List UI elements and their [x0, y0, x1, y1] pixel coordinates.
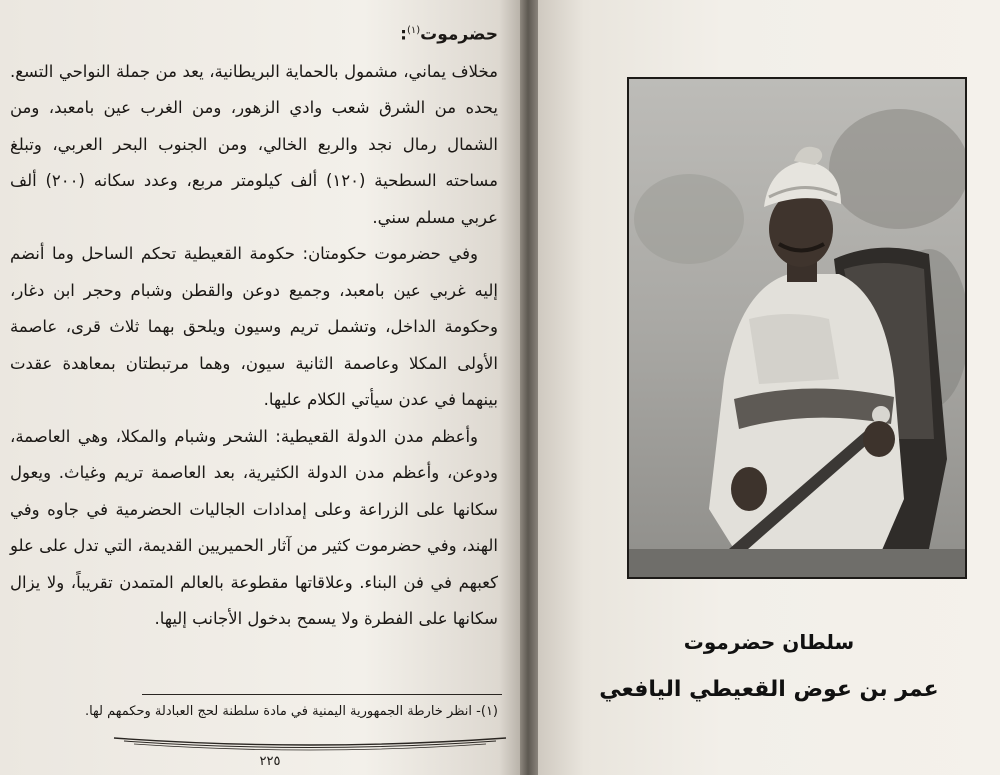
caption-subtitle: عمر بن عوض القعيطي اليافعي [599, 677, 939, 702]
paragraph-2: وفي حضرموت حكومتان: حكومة القعيطية تحكم الساحل وما أنضم إليه غربي عين بامعبد، وجميع دوعن والقطن وشبام وحجر ابن دغار، وحكومة الداخل، وتشمل تريم وسيون ويلحق بهما ثلاث قرى، عاصمة الأولى المكلا وعاصمة الثانية سيون، وهما مرتبطتان بمعاهدة عقدت بينهما في عدن سيأتي الكلام عليها. [10, 244, 498, 410]
page-number: ٢٢٥ [259, 754, 281, 769]
section-heading: حضرموت$^{(١)}$: [400, 24, 498, 45]
portrait-photo-icon [629, 79, 965, 577]
book-gutter [520, 0, 538, 775]
right-page [538, 0, 1000, 775]
paragraph-1: مخلاف يماني، مشمول بالحماية البريطانية، يعد من جملة النواحي التسع. يحده من الشرق شعب وادي الزهور، ومن الغرب عين بامعبد، ومن الشمال رمال نجد والربع الخالي، ومن الجنوب البحر العربي، وتبلغ مساحته السطحية (١٢٠) ألف كيلومتر مربع، وعدد سكانه (٢٠٠) ألف عربي مسلم سني. [10, 61, 498, 227]
caption-title: سلطان حضرموت [683, 630, 855, 654]
paragraph-3: وأعظم مدن الدولة القعيطية: الشحر وشبام والمكلا، وهي العاصمة، ودوعن، وأعظم مدن الدولة الكثيرية، بعد العاصمة تريم وغياث. ويعول سكانها على الزراعة وعلى إمدادات الجاليات الحضرمية في جاوه وفي الهند، وفي حضرموت كثير من آثار الحميريين القديمة، التي تدل على علو كعبهم في فن البناء. وعلاقاتها مقطوعة بالعالم المتمدن تقريباً، ولا يزال سكانها على الفطرة ولا يسمح بدخول الأجانب إليها. [10, 426, 498, 629]
sultan-portrait-photo [627, 77, 967, 579]
footnote: (١)- انظر خارطة الجمهورية اليمنية في مادة سلطنة لحج العبادلة وحكمهم لها. [84, 704, 498, 719]
article-text [10, 18, 498, 638]
ornamental-rule [110, 732, 510, 752]
heading-footnote-marker: (١) [406, 25, 421, 36]
footnote-divider [142, 694, 502, 695]
